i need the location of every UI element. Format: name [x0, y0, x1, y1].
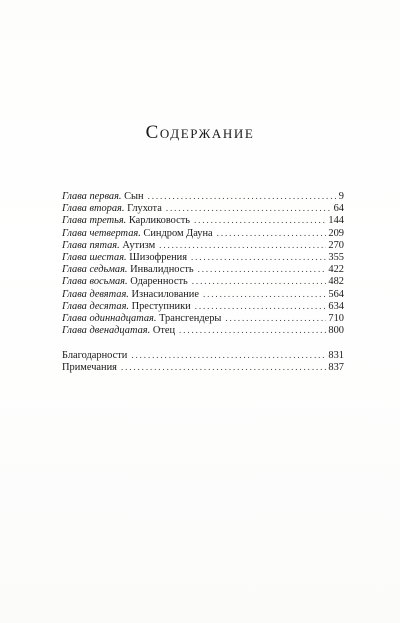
toc-entry[interactable] — [62, 288, 344, 300]
page-number: 144 — [328, 215, 344, 227]
entry-label — [62, 325, 175, 337]
toc-entry-acknowledgements[interactable] — [62, 349, 344, 361]
chapter-number: Глава восьмая. — [62, 276, 128, 288]
entry-label — [62, 252, 187, 264]
dot-leader — [121, 361, 326, 373]
entry-label — [62, 203, 162, 215]
toc-entry[interactable] — [62, 275, 344, 287]
toc-entry[interactable] — [62, 227, 344, 239]
chapter-number: Глава девятая. — [62, 288, 129, 300]
toc-entry-notes[interactable] — [62, 361, 344, 373]
page-number: 634 — [328, 300, 344, 312]
back-matter-list — [62, 349, 344, 373]
page-number: 837 — [328, 362, 344, 374]
entry-label — [62, 240, 155, 252]
toc-entry[interactable] — [62, 202, 344, 214]
entry-label — [62, 276, 188, 288]
page-number: 564 — [328, 288, 344, 300]
page-number: 355 — [328, 251, 344, 263]
dot-leader — [179, 324, 326, 336]
chapter-title: Преступники — [131, 300, 191, 312]
chapter-number: Глава двенадцатая. — [62, 325, 151, 337]
page-number: 270 — [328, 239, 344, 251]
chapter-number: Глава первая. — [62, 191, 122, 202]
toc-entry[interactable] — [62, 300, 344, 312]
chapter-number: Глава шестая. — [62, 251, 127, 263]
chapter-title: Изнасилование — [131, 288, 199, 300]
chapter-number: Глава третья. — [62, 215, 127, 227]
page-number: 64 — [333, 203, 344, 215]
page-number: 422 — [328, 264, 344, 276]
page-number: 9 — [338, 191, 344, 202]
chapter-title: Карликовость — [128, 215, 190, 227]
chapter-title: Шизофрения — [129, 251, 187, 263]
page-number: 209 — [328, 227, 344, 239]
page-number: 800 — [328, 325, 344, 337]
contents-heading: Содержание — [145, 122, 255, 143]
dot-leader — [194, 214, 326, 226]
dot-leader — [192, 275, 327, 287]
dot-leader — [159, 239, 326, 251]
toc-entry[interactable] — [62, 251, 344, 263]
chapter-number: Глава четвертая. — [62, 227, 141, 239]
dot-leader — [166, 202, 332, 214]
chapter-title: Аутизм — [122, 239, 156, 251]
chapter-title: Отец — [152, 325, 176, 337]
toc-entry[interactable] — [62, 214, 344, 226]
chapter-title: Трансгендеры — [159, 312, 222, 324]
dot-leader — [148, 190, 337, 202]
toc-entry[interactable] — [62, 324, 344, 336]
chapter-number: Глава вторая. — [62, 203, 125, 215]
entry-label — [62, 191, 144, 203]
dot-leader — [203, 288, 326, 300]
entry-label — [62, 215, 190, 227]
chapter-number: Глава одиннадцатая. — [62, 312, 157, 324]
entry-title: Благодарности — [62, 350, 128, 361]
toc-entry[interactable] — [62, 312, 344, 324]
chapter-title: Сын — [124, 191, 144, 202]
toc-entry[interactable] — [62, 190, 344, 202]
dot-leader — [198, 263, 327, 275]
chapter-number: Глава седьмая. — [62, 264, 128, 276]
page-number: 831 — [328, 350, 344, 361]
chapter-list — [62, 190, 344, 336]
dot-leader — [217, 227, 327, 239]
chapter-title: Глухота — [127, 203, 162, 215]
dot-leader — [191, 251, 326, 263]
dot-leader — [131, 349, 326, 361]
chapter-title: Одаренность — [130, 276, 188, 288]
page-number: 482 — [328, 276, 344, 288]
entry-label — [62, 301, 191, 313]
page-number: 710 — [328, 312, 344, 324]
dot-leader — [225, 312, 326, 324]
toc-entry[interactable] — [62, 239, 344, 251]
toc-entry[interactable] — [62, 263, 344, 275]
entry-label — [62, 264, 194, 276]
dot-leader — [195, 300, 327, 312]
chapter-number: Глава пятая. — [62, 239, 120, 251]
entry-title: Примечания — [62, 362, 117, 374]
chapter-title: Инвалидность — [130, 264, 194, 276]
chapter-title: Синдром Дауна — [143, 227, 213, 239]
entry-label — [62, 289, 199, 301]
chapter-number: Глава десятая. — [62, 300, 129, 312]
